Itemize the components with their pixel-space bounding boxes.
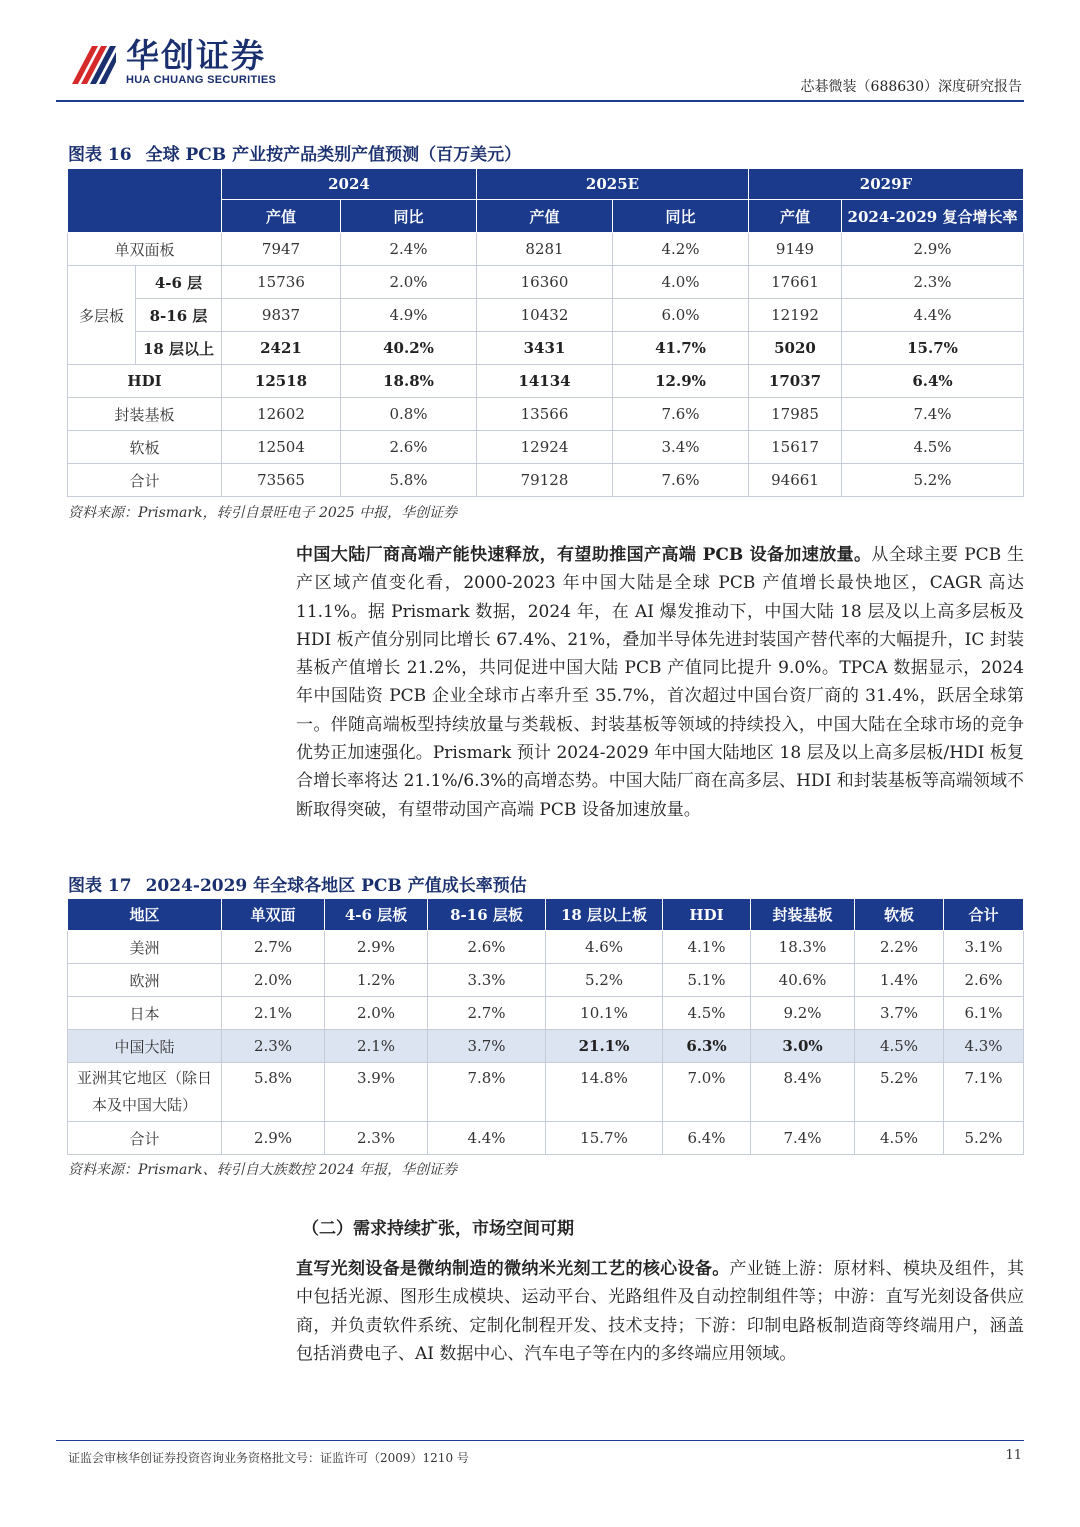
- table-cell: 5.2%: [842, 464, 1024, 497]
- table-row: [68, 931, 1024, 964]
- paragraph-lead: 直写光刻设备是微纳制造的微纳米光刻工艺的核心设备。: [296, 1259, 730, 1279]
- table-row: [68, 332, 1024, 365]
- table-cell: 6.3%: [663, 1030, 751, 1063]
- table-cell: 17661: [749, 266, 842, 299]
- table-row: [68, 997, 1024, 1030]
- table-row: [68, 233, 1024, 266]
- table-cell: 3.9%: [325, 1063, 428, 1122]
- page-number: 11: [1005, 1448, 1022, 1463]
- header-divider: [56, 100, 1024, 102]
- table-cell: 2.3%: [222, 1030, 325, 1063]
- multilayer-group-label: 多层板: [68, 266, 136, 365]
- table-cell: 17985: [749, 398, 842, 431]
- table-cell: 9837: [222, 299, 341, 332]
- table-cell: 7947: [222, 233, 341, 266]
- table-cell: 4.1%: [663, 931, 751, 964]
- table-row: [68, 398, 1024, 431]
- table-cell: 8281: [477, 233, 613, 266]
- table17-header: 18 层以上板: [546, 899, 663, 931]
- table-row: [68, 1122, 1024, 1155]
- table-cell: 17037: [749, 365, 842, 398]
- table-row: [68, 964, 1024, 997]
- table-cell: 5.2%: [944, 1122, 1024, 1155]
- table16-subheader: 同比: [341, 200, 477, 233]
- table-cell: 79128: [477, 464, 613, 497]
- region-label: 合计: [68, 1122, 222, 1155]
- table-cell: 2.9%: [842, 233, 1024, 266]
- table-cell: 2.2%: [855, 931, 944, 964]
- table17-header: 合计: [944, 899, 1024, 931]
- table-cell: 13566: [477, 398, 613, 431]
- table-cell: 5020: [749, 332, 842, 365]
- table16-subheader: 产值: [749, 200, 842, 233]
- table17-header: HDI: [663, 899, 751, 931]
- table-cell: 7.6%: [613, 464, 749, 497]
- table-row: [68, 431, 1024, 464]
- table-cell: 4.5%: [842, 431, 1024, 464]
- table-cell: 15.7%: [842, 332, 1024, 365]
- region-label: 美洲: [68, 931, 222, 964]
- row-label: 单双面板: [68, 233, 222, 266]
- table-cell: 8.4%: [751, 1063, 855, 1122]
- table-cell: 5.8%: [341, 464, 477, 497]
- table16-subheader: 2024-2029 复合增长率: [842, 200, 1024, 233]
- table-cell: 7.1%: [944, 1063, 1024, 1122]
- table-row: [68, 1063, 1024, 1122]
- table16-subheader: 同比: [613, 200, 749, 233]
- region-label: 日本: [68, 997, 222, 1030]
- table-cell: 14134: [477, 365, 613, 398]
- table-cell: 2.9%: [325, 931, 428, 964]
- table-cell: 7.0%: [663, 1063, 751, 1122]
- table-cell: 10432: [477, 299, 613, 332]
- table-cell: 12192: [749, 299, 842, 332]
- table-cell: 15736: [222, 266, 341, 299]
- table-cell: 15.7%: [546, 1122, 663, 1155]
- table-cell: 40.6%: [751, 964, 855, 997]
- table-row: [68, 266, 1024, 299]
- table-cell: 3.0%: [751, 1030, 855, 1063]
- paragraph-lithography-chain: [296, 1255, 1024, 1368]
- table-cell: 10.1%: [546, 997, 663, 1030]
- table-cell: 7.6%: [613, 398, 749, 431]
- table16-year-header: 2025E: [477, 169, 749, 200]
- table-cell: 5.1%: [663, 964, 751, 997]
- table-cell: 2.4%: [341, 233, 477, 266]
- table16-subheader: 产值: [222, 200, 341, 233]
- product-category-table: [67, 168, 1024, 497]
- table-cell: 2421: [222, 332, 341, 365]
- company-logo-icon: [68, 38, 120, 90]
- table-cell: 3.4%: [613, 431, 749, 464]
- table17-caption: [68, 871, 527, 896]
- table-cell: 3.3%: [428, 964, 546, 997]
- table-cell: 2.7%: [222, 931, 325, 964]
- table16-caption: [68, 140, 521, 165]
- table-cell: 5.2%: [546, 964, 663, 997]
- table-cell: 2.7%: [428, 997, 546, 1030]
- table-cell: 12518: [222, 365, 341, 398]
- table-cell: 12504: [222, 431, 341, 464]
- table16-source: 资料来源：Prismark，转引自景旺电子 2025 中报，华创证券: [68, 505, 458, 521]
- table17-header: 封装基板: [751, 899, 855, 931]
- table-cell: 3.7%: [855, 997, 944, 1030]
- table16-corner-header: [68, 169, 222, 233]
- table16-caption-number: 图表 16: [68, 145, 132, 165]
- logo-chinese-name: 华创证券: [126, 36, 266, 75]
- table-cell: 18.3%: [751, 931, 855, 964]
- table-cell: 7.8%: [428, 1063, 546, 1122]
- table-row: [68, 365, 1024, 398]
- table-cell: 4.6%: [546, 931, 663, 964]
- table17-header: 地区: [68, 899, 222, 931]
- table-cell: 15617: [749, 431, 842, 464]
- row-label: HDI: [68, 365, 222, 398]
- table-cell: 5.2%: [855, 1063, 944, 1122]
- table-cell: 4.5%: [663, 997, 751, 1030]
- table16-year-header: 2024: [222, 169, 477, 200]
- table-cell: 7.4%: [842, 398, 1024, 431]
- section-heading: （二）需求持续扩张，市场空间可期: [302, 1219, 574, 1239]
- row-label: 8-16 层: [136, 299, 222, 332]
- table-cell: 0.8%: [341, 398, 477, 431]
- table-cell: 73565: [222, 464, 341, 497]
- table-cell: 7.4%: [751, 1122, 855, 1155]
- table-cell: 4.4%: [428, 1122, 546, 1155]
- row-label: 封装基板: [68, 398, 222, 431]
- footer-divider: [56, 1440, 1024, 1441]
- paragraph-lead: 中国大陆厂商高端产能快速释放，有望助推国产高端 PCB 设备加速放量。: [296, 545, 872, 565]
- table-cell: 6.1%: [944, 997, 1024, 1030]
- table-cell: 9149: [749, 233, 842, 266]
- table-cell: 3431: [477, 332, 613, 365]
- logo-english-name: HUA CHUANG SECURITIES: [126, 74, 277, 86]
- table-cell: 1.4%: [855, 964, 944, 997]
- table-cell: 21.1%: [546, 1030, 663, 1063]
- row-label: 4-6 层: [136, 266, 222, 299]
- table-cell: 12924: [477, 431, 613, 464]
- table-cell: 4.9%: [341, 299, 477, 332]
- paragraph-pcb-demand: [296, 541, 1024, 824]
- table17-header: 4-6 层板: [325, 899, 428, 931]
- table17-caption-number: 图表 17: [68, 876, 132, 896]
- table-cell: 6.4%: [842, 365, 1024, 398]
- table-cell: 4.0%: [613, 266, 749, 299]
- paragraph-body: 从全球主要 PCB 生产区域产值变化看，2000-2023 年中国大陆是全球 PCB 产值增长最快地区，CAGR 高达 11.1%。据 Prismark 数据，2024 年，在 AI 爆发推动下，中国大陆 18 层及以上高多层板及 HDI 板产值分别同比增长 67.4%、21%，叠加半导体先进封装国产替代率的大幅提升，IC 封装基板产值增长 21.2%，共同促进中国大陆 PCB 产值同比提升 9.0%。TPCA 数据显示，2024 年中国陆资 PCB 企业全球市占率升至 35.7%，首次超过中国台资厂商的 31.4%，跃居全球第一。伴随高端板型持续放量与类载板、封装基板等领域的持续投入，中国大陆在全球市场的竞争优势正加速强化。Prismark 预计 2024-2029 年中国大陆地区 18 层及以上高多层板/HDI 板复合增长率将达 21.1%/6.3%的高增态势。中国大陆厂商在高多层、HDI 和封装基板等高端领域不断取得突破，有望带动国产高端 PCB 设备加速放量。: [296, 545, 1024, 820]
- region-label: 亚洲其它地区（除日本及中国大陆）: [68, 1063, 222, 1122]
- table-cell: 2.0%: [222, 964, 325, 997]
- table-cell: 2.3%: [325, 1122, 428, 1155]
- table17-header: 8-16 层板: [428, 899, 546, 931]
- table-cell: 2.3%: [842, 266, 1024, 299]
- table-cell: 5.8%: [222, 1063, 325, 1122]
- table-row-highlighted: [68, 1030, 1024, 1063]
- region-label: 中国大陆: [68, 1030, 222, 1063]
- table-cell: 3.1%: [944, 931, 1024, 964]
- table17-header: 软板: [855, 899, 944, 931]
- table-cell: 12602: [222, 398, 341, 431]
- report-title: 芯碁微装（688630）深度研究报告: [800, 79, 1022, 95]
- table-cell: 2.6%: [944, 964, 1024, 997]
- table-cell: 16360: [477, 266, 613, 299]
- table-cell: 2.6%: [341, 431, 477, 464]
- table-cell: 1.2%: [325, 964, 428, 997]
- table-row: [68, 464, 1024, 497]
- regional-growth-table: [67, 898, 1024, 1155]
- table-cell: 94661: [749, 464, 842, 497]
- table-cell: 6.0%: [613, 299, 749, 332]
- table-cell: 2.0%: [341, 266, 477, 299]
- table-cell: 2.1%: [222, 997, 325, 1030]
- region-label: 欧洲: [68, 964, 222, 997]
- table-cell: 4.4%: [842, 299, 1024, 332]
- table-cell: 41.7%: [613, 332, 749, 365]
- table17-source: 资料来源：Prismark、转引自大族数控 2024 年报，华创证券: [68, 1162, 458, 1178]
- table-cell: 4.5%: [855, 1122, 944, 1155]
- table-cell: 12.9%: [613, 365, 749, 398]
- row-label: 合计: [68, 464, 222, 497]
- row-label: 18 层以上: [136, 332, 222, 365]
- table-cell: 40.2%: [341, 332, 477, 365]
- table-cell: 2.9%: [222, 1122, 325, 1155]
- table-cell: 2.6%: [428, 931, 546, 964]
- table-cell: 2.0%: [325, 997, 428, 1030]
- table-cell: 2.1%: [325, 1030, 428, 1063]
- table16-subheader: 产值: [477, 200, 613, 233]
- table-cell: 9.2%: [751, 997, 855, 1030]
- table-cell: 3.7%: [428, 1030, 546, 1063]
- table-row: [68, 299, 1024, 332]
- table-cell: 14.8%: [546, 1063, 663, 1122]
- row-label: 软板: [68, 431, 222, 464]
- table16-year-header: 2029F: [749, 169, 1024, 200]
- table16-caption-text: 全球 PCB 产业按产品类别产值预测（百万美元）: [145, 145, 522, 165]
- table-cell: 6.4%: [663, 1122, 751, 1155]
- table-cell: 4.3%: [944, 1030, 1024, 1063]
- table-cell: 18.8%: [341, 365, 477, 398]
- table17-header: 单双面: [222, 899, 325, 931]
- table-cell: 4.2%: [613, 233, 749, 266]
- table17-caption-text: 2024-2029 年全球各地区 PCB 产值成长率预估: [145, 876, 527, 896]
- table-cell: 4.5%: [855, 1030, 944, 1063]
- paragraph-body: 产业链上游：原材料、模块及组件，其中包括光源、图形生成模块、运动平台、光路组件及自动控制组件等；中游：直写光刻设备供应商，并负责软件系统、定制化制程开发、技术支持；下游：印制电路板制造商等终端用户，涵盖包括消费电子、AI 数据中心、汽车电子等在内的多终端应用领域。: [296, 1259, 1025, 1364]
- footer-license: 证监会审核华创证券投资咨询业务资格批文号：证监许可（2009）1210 号: [68, 1451, 469, 1465]
